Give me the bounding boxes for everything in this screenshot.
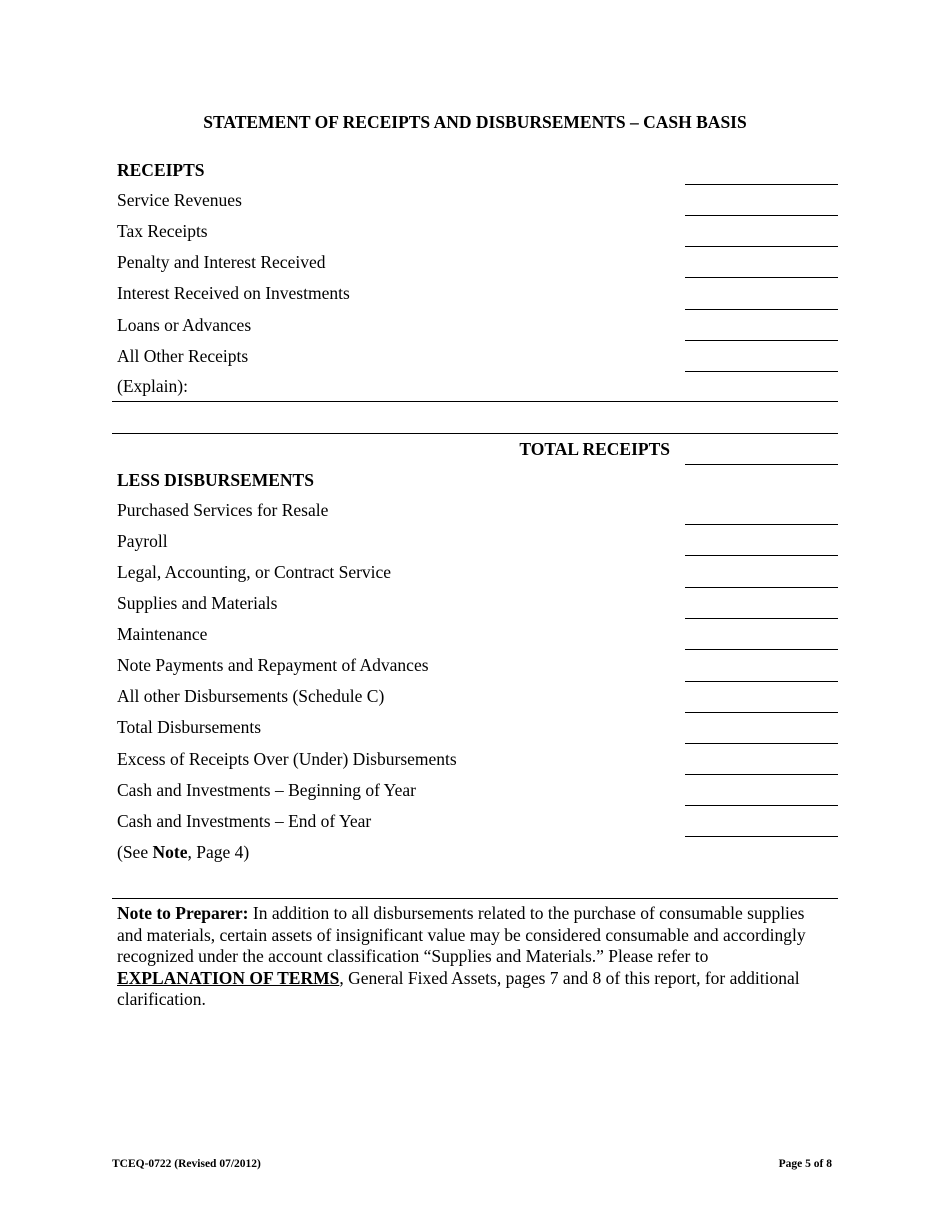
total-receipts-label: TOTAL RECEIPTS xyxy=(519,439,670,459)
see-note-suffix: , Page 4) xyxy=(187,842,250,862)
disbursement-label: Legal, Accounting, or Contract Service xyxy=(117,562,392,582)
note-text-2: , General Fixed Assets, pages 7 and 8 of this report, for additional clarification. xyxy=(117,967,800,1009)
disbursement-label: Cash and Investments – End of Year xyxy=(117,811,372,831)
page-title: STATEMENT OF RECEIPTS AND DISBURSEMENTS – CASH BASIS xyxy=(203,112,747,132)
amount-field-interest-investments[interactable] xyxy=(685,309,838,310)
disbursement-label: Cash and Investments – Beginning of Year xyxy=(117,780,416,800)
amount-field-total-receipts[interactable] xyxy=(685,464,838,465)
disbursements-heading: LESS DISBURSEMENTS xyxy=(117,470,314,490)
see-note-reference xyxy=(117,841,249,863)
amount-field-maintenance[interactable] xyxy=(685,649,838,650)
receipt-label: Tax Receipts xyxy=(117,221,208,241)
disbursement-label: Supplies and Materials xyxy=(117,593,278,613)
receipt-label-explain: (Explain): xyxy=(117,376,188,396)
receipt-label: Loans or Advances xyxy=(117,315,252,335)
amount-field-purchased-services[interactable] xyxy=(685,524,838,525)
receipts-heading: RECEIPTS xyxy=(117,160,205,180)
receipt-label: Service Revenues xyxy=(117,190,242,210)
explain-line-2[interactable] xyxy=(112,433,838,434)
receipt-label: All Other Receipts xyxy=(117,346,249,366)
amount-field-loans-advances[interactable] xyxy=(685,340,838,341)
see-note-bold: Note xyxy=(152,842,188,862)
amount-field-note-payments[interactable] xyxy=(685,681,838,682)
note-to-preparer xyxy=(117,903,832,1011)
disbursement-label: Total Disbursements xyxy=(117,717,262,737)
amount-field-service-revenues[interactable] xyxy=(685,215,838,216)
amount-field-receipts-heading[interactable] xyxy=(685,184,838,185)
explain-line-1[interactable] xyxy=(112,401,838,402)
amount-field-payroll[interactable] xyxy=(685,555,838,556)
amount-field-tax-receipts[interactable] xyxy=(685,246,838,247)
form-id: TCEQ-0722 (Revised 07/2012) xyxy=(112,1158,261,1170)
receipt-label: Interest Received on Investments xyxy=(117,283,350,303)
explanation-of-terms-link: EXPLANATION OF TERMS xyxy=(117,967,340,988)
amount-field-penalty-interest[interactable] xyxy=(685,277,838,278)
disbursement-label: Excess of Receipts Over (Under) Disbursements xyxy=(117,749,457,769)
amount-field-other-receipts[interactable] xyxy=(685,371,838,372)
disbursement-label: Maintenance xyxy=(117,624,208,644)
amount-field-total-disbursements[interactable] xyxy=(685,743,838,744)
note-divider xyxy=(112,898,838,899)
disbursement-label: Note Payments and Repayment of Advances xyxy=(117,655,429,675)
amount-field-other-disbursements[interactable] xyxy=(685,712,838,713)
receipt-label: Penalty and Interest Received xyxy=(117,252,326,272)
amount-field-cash-end[interactable] xyxy=(685,836,838,837)
note-label: Note to Preparer: xyxy=(117,903,249,923)
disbursement-label: Payroll xyxy=(117,531,168,551)
disbursement-label: All other Disbursements (Schedule C) xyxy=(117,686,385,706)
disbursement-label: Purchased Services for Resale xyxy=(117,500,329,520)
note-text-1: In addition to all disbursements related to the purchase of consumable supplies and materials, certain assets of insignificant value may be considered consumable and accordingly recognized under the account classification “Supplies and Materials.” Please refer to xyxy=(117,903,806,966)
amount-field-legal-accounting[interactable] xyxy=(685,587,838,588)
amount-field-supplies[interactable] xyxy=(685,618,838,619)
amount-field-excess[interactable] xyxy=(685,774,838,775)
see-note-prefix: (See xyxy=(117,842,153,862)
page-number: Page 5 of 8 xyxy=(778,1158,832,1170)
amount-field-cash-beginning[interactable] xyxy=(685,805,838,806)
